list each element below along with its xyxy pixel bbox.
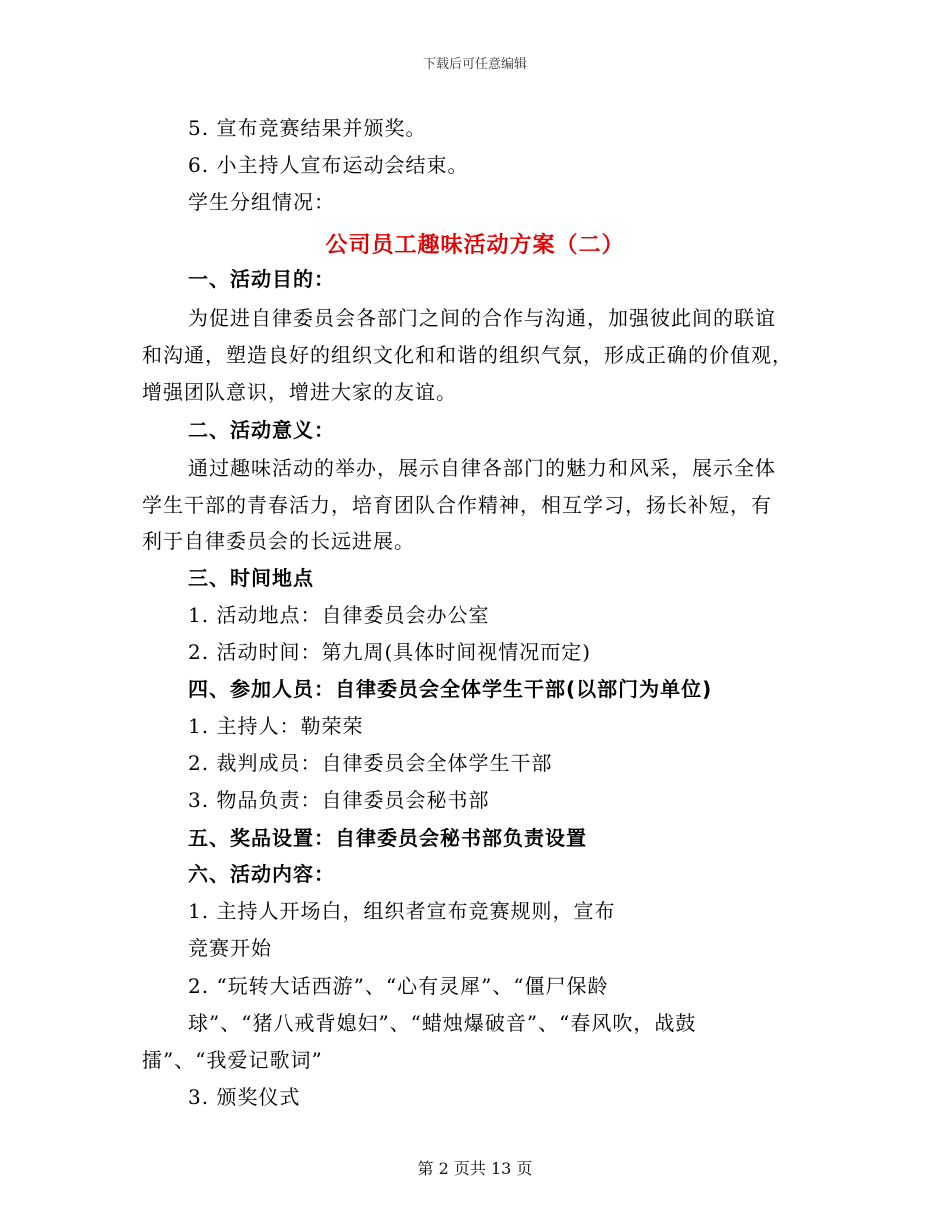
section-heading: 一、活动目的： [188, 267, 335, 291]
page-header: 下载后可任意编辑 [422, 57, 527, 72]
paragraph-line: 竞赛开始 [188, 936, 272, 960]
paragraph-line: 利于自律委员会的长远进展。 [142, 529, 415, 553]
paragraph-line: 增强团队意识，增进大家的友谊。 [142, 380, 457, 404]
section-heading: 四、参加人员：自律委员会全体学生干部(以部门为单位) [188, 677, 713, 701]
list-item: 1. 主持人：勒荣荣 [188, 714, 364, 738]
section-heading: 五、奖品设置：自律委员会秘书部负责设置 [188, 826, 587, 850]
list-item: 6. 小主持人宣布运动会结束。 [188, 153, 469, 177]
list-item: 1. 活动地点：自律委员会办公室 [188, 603, 490, 627]
paragraph-line: 和沟通，塑造良好的组织文化和和谐的组织气氛，形成正确的价值观， [142, 343, 793, 367]
paragraph-line: 学生干部的青春活力，培育团队合作精神，相互学习，扬长补短，有 [142, 493, 772, 517]
paragraph-line: 球”、“猪八戒背媳妇”、“蜡烛爆破音”、“春风吹，战鼓 [188, 1011, 697, 1035]
list-item: 3. 物品负责：自律委员会秘书部 [188, 788, 490, 812]
list-item: 1. 主持人开场白，组织者宣布竞赛规则，宣布 [188, 899, 616, 923]
section-heading: 三、时间地点 [188, 566, 314, 590]
list-item: 3. 颁奖仪式 [188, 1085, 301, 1109]
list-item: 5. 宣布竞赛结果并颁奖。 [188, 116, 427, 140]
page-footer: 第 2 页共 13 页 [417, 1159, 533, 1178]
paragraph-line: 擂”、“我爱记歌词” [142, 1048, 323, 1072]
document-title: 公司员工趣味活动方案（二） [325, 233, 625, 258]
paragraph-line: 通过趣味活动的举办，展示自律各部门的魅力和风采，展示全体 [188, 456, 776, 480]
section-heading: 二、活动意义： [188, 418, 335, 442]
list-item: 2. 活动时间：第九周(具体时间视情况而定) [188, 640, 592, 664]
list-item: 2. “玩转大话西游”、“心有灵犀”、“僵尸保龄 [188, 974, 609, 998]
paragraph-line: 学生分组情况： [188, 190, 335, 214]
section-heading: 六、活动内容： [188, 862, 335, 886]
paragraph-line: 为促进自律委员会各部门之间的合作与沟通，加强彼此间的联谊 [188, 306, 776, 330]
list-item: 2. 裁判成员：自律委员会全体学生干部 [188, 751, 553, 775]
